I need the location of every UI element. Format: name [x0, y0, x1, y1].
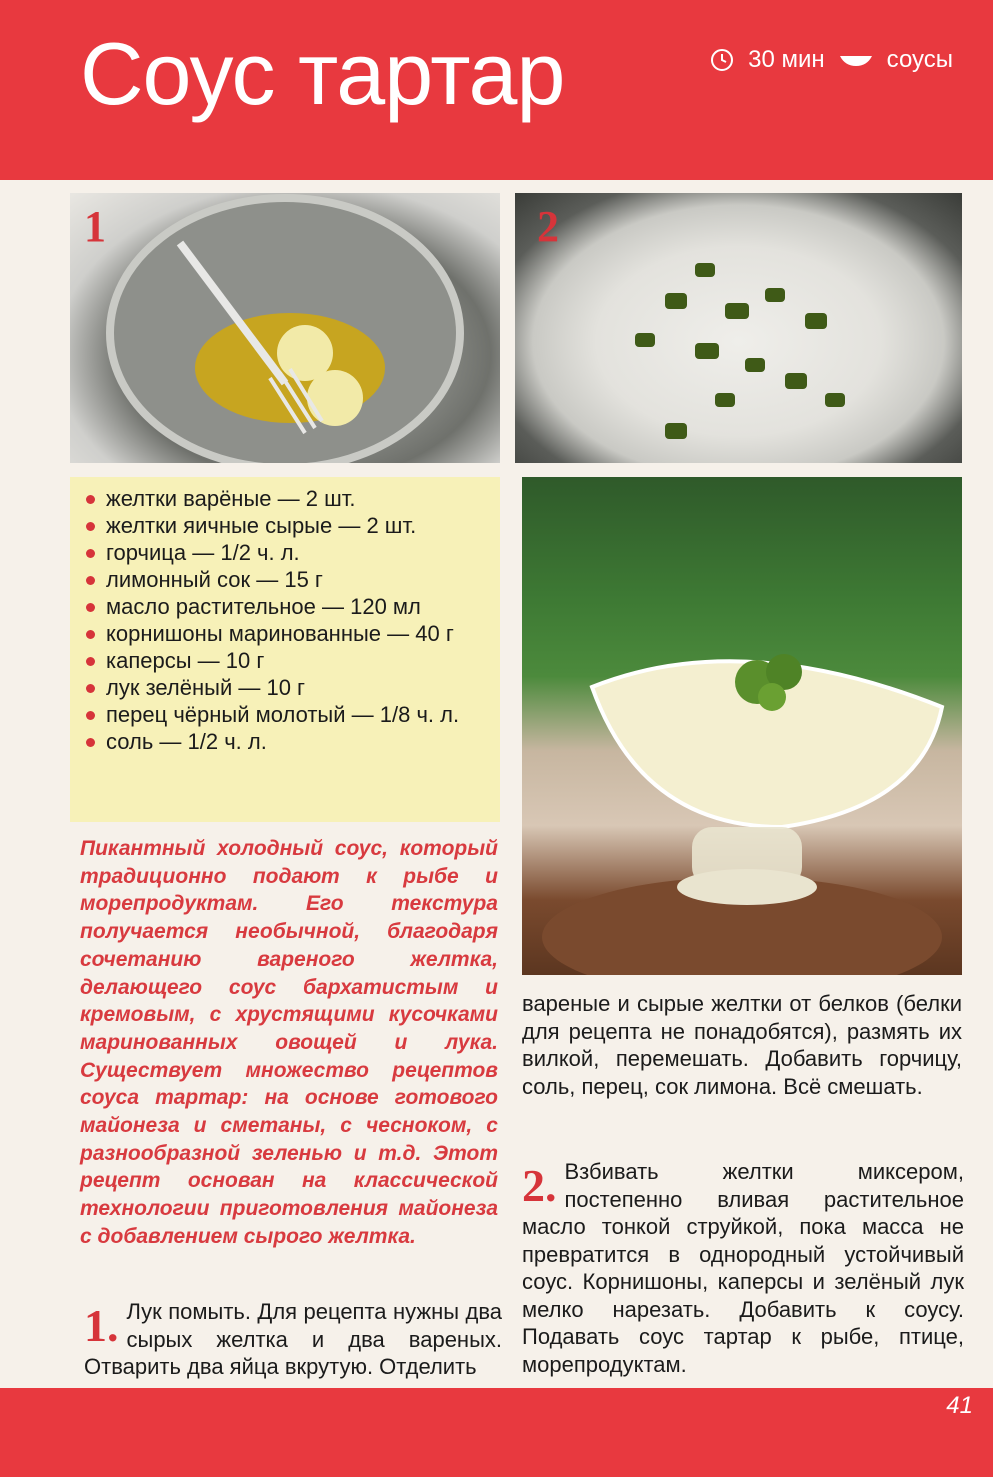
gravy-boat-illustration [522, 477, 962, 975]
ingredient-item: масло растительное — 120 мл [84, 593, 500, 620]
ingredient-item: лук зелёный — 10 г [84, 674, 500, 701]
ingredient-item: лимонный сок — 15 г [84, 566, 500, 593]
recipe-meta [710, 46, 953, 74]
sauce-boat-icon [839, 53, 873, 67]
finished-sauce-photo [522, 477, 962, 975]
step-2 [522, 1158, 964, 1378]
ingredients-list [70, 477, 500, 822]
recipe-category: соусы [886, 46, 953, 73]
clock-icon [710, 48, 734, 72]
ingredient-item: желтки яичные сырые — 2 шт. [84, 512, 500, 539]
step-text: Лук помыть. Для рецепта нужны два сырых желтка и два вареных. Отварить два яйца вкрутую. Отделить [84, 1299, 502, 1379]
ingredient-item: соль — 1/2 ч. л. [84, 728, 500, 755]
ingredient-item: горчица — 1/2 ч. л. [84, 539, 500, 566]
ingredient-item: каперсы — 10 г [84, 647, 500, 674]
step1-photo [70, 193, 500, 463]
bowl-with-yolks-illustration [70, 193, 500, 463]
photo-step-number: 1 [84, 202, 106, 251]
ingredient-item: желтки варёные — 2 шт. [84, 485, 500, 512]
step-1-continued: вареные и сырые желтки от белков (белки для рецепта не понадобятся), размять их вилкой, перемешать. Добавить горчицу, соль, перец, сок лимона. Всё смешать. [522, 991, 962, 1099]
step-text: Взбивать желтки миксером, постепенно вливая растительное масло тонкой струйкой, пока масса не превратится в однородный устойчивый соус. Корнишоны, каперсы и зелёный лук мелко нарезать. Добавить к соусу. Подавать соус тартар к рыбе, птице, морепродуктам. [522, 1159, 964, 1377]
step-number: 1. [84, 1300, 119, 1351]
photo-step-number: 2 [537, 202, 559, 251]
ingredient-item: перец чёрный молотый — 1/8 ч. л. [84, 701, 500, 728]
step-1 [84, 1298, 502, 1381]
step-number: 2. [522, 1160, 557, 1211]
page-title: Соус тартар [80, 24, 565, 123]
recipe-intro: Пикантный холодный соус, который традиционно подают к рыбе и морепродуктам. Его текстура получается необычной, благодаря сочетанию вареного желтка, делающего соус бархатистым и кремовым, с хрустящими кусочками маринованных овощей и лука. Существует множество рецептов соуса тартар: на основе готового майонеза и сметаны, с чесноком, с разнообразной зеленью и т.д. Этот рецепт основан на классической технологии приготовления майонеза с добавлением сырого желтка. [80, 837, 498, 1248]
sauce-with-pickles-illustration [515, 193, 962, 463]
ingredient-item: корнишоны маринованные — 40 г [84, 620, 500, 647]
footer-band [0, 1388, 993, 1477]
page-number: 41 [946, 1392, 973, 1419]
step2-photo [515, 193, 962, 463]
cooking-time: 30 мин [748, 46, 825, 73]
